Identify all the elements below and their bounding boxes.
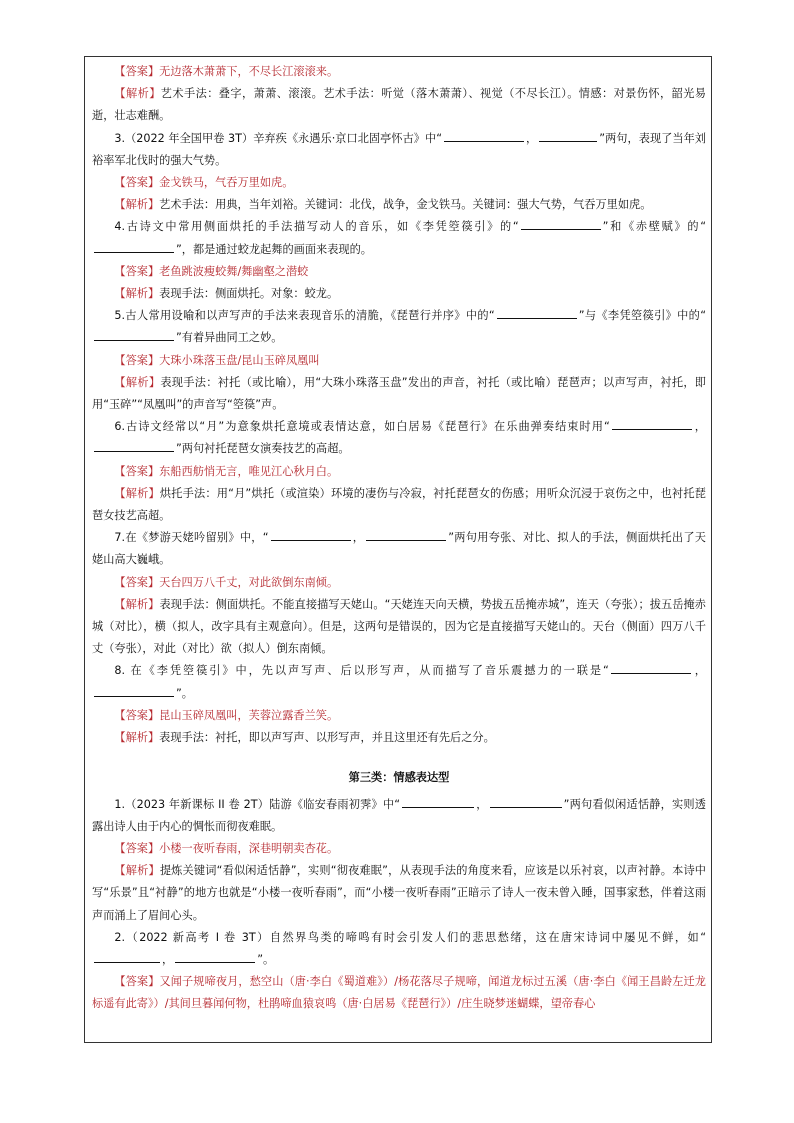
question-s3-1: 1.（2023 年新课标 II 卷 2T）陆游《临安春雨初霁》中“ ， ”两句看似闲适恬静，实则透露出诗人由于内心的惆怅而彻夜难眠。 <box>92 794 706 838</box>
analysis-3: 【解析】艺术手法：用典，当年刘裕。关键词：北伐，战争，金戈铁马。关键词：强大气势，气吞万里如虎。 <box>114 198 652 212</box>
blank[interactable] <box>612 417 692 430</box>
answer-1: 【答案】无边落木萧萧下，不尽长江滚滚来。 <box>114 65 339 78</box>
blank[interactable] <box>271 528 351 541</box>
blank[interactable] <box>497 306 577 319</box>
question-4: 4.古诗文中常用侧面烘托的手法描写动人的音乐，如《李凭箜篌引》的“ ”和《赤壁赋》的“”，都是通过蛟龙起舞的画面来表现的。 <box>92 216 706 260</box>
blank[interactable] <box>539 129 597 142</box>
blank[interactable] <box>611 661 691 674</box>
blank[interactable] <box>402 795 474 808</box>
blank[interactable] <box>444 129 524 142</box>
answer-3: 【答案】金戈铁马，气吞万里如虎。 <box>114 176 294 190</box>
blank[interactable] <box>94 950 160 963</box>
answer-8: 【答案】昆山玉碎凤凰叫，芙蓉泣露香兰笑。 <box>114 708 339 722</box>
answer-s3-2: 【答案】又闻子规啼夜月，愁空山（唐·李白《蜀道难》）/杨花落尽子规啼，闻道龙标过五溪（唐·李白《闻王昌龄左迁龙标遥有此寄》）/其间旦暮闻何物，杜鹃啼血猿哀鸣（唐·白居易《琵琶行》）/庄生晓梦迷蝴蝶，望帝春心 <box>92 975 706 1011</box>
question-5: 5.古人常用设喻和以声写声的手法来表现音乐的清脆，《琵琶行并序》中的“ ”与《李凭箜篌引》中的“”有着异曲同工之妙。 <box>92 305 706 349</box>
question-8: 8. 在《李凭箜篌引》中，先以声写声、后以形写声，从而描写了音乐震撼力的一联是“ ，”。 <box>92 660 706 704</box>
analysis-s3-1: 【解析】提炼关键词“看似闲适恬静”，实则“彻夜难眠”，从表现手法的角度来看，应该是以乐衬哀，以声衬静。本诗中写“乐景”且“衬静”的地方也就是“小楼一夜听春雨”，而“小楼一夜听春雨”正暗示了诗人一夜未曾入睡，国事家愁，伴着这雨声而涌上了眉间心头。 <box>92 864 706 922</box>
analysis-8: 【解析】表现手法：衬托，即以声写声、以形写声，并且这里还有先后之分。 <box>114 731 495 745</box>
question-s3-2: 2.（2022 新高考 I 卷 3T）自然界鸟类的啼鸣有时会引发人们的悲思愁绪，这在唐宋诗词中屡见不鲜，如“， ”。 <box>92 927 706 971</box>
blank[interactable] <box>175 950 255 963</box>
analysis-1: 【解析】艺术手法：叠字，萧萧、滚滚。艺术手法：听觉（落木萧萧）、视觉（不尽长江）。情感：对景伤怀，韶光易逝，壮志难酬。 <box>92 87 706 123</box>
blank[interactable] <box>94 684 174 697</box>
analysis-6: 【解析】烘托手法：用“月”烘托（或渲染）环境的凄伤与冷寂，衬托琵琶女的伤感；用听众沉浸于哀伤之中，也衬托琵琶女技艺高超。 <box>92 486 706 523</box>
answer-4: 【答案】老鱼跳波瘦蛟舞/舞幽壑之潜蛟 <box>114 264 309 278</box>
answer-s3-1: 【答案】小楼一夜听春雨，深巷明朝卖杏花。 <box>114 841 339 855</box>
answer-6: 【答案】东船西舫悄无言，唯见江心秋月白。 <box>114 464 339 478</box>
question-6: 6.古诗文经常以“月”为意象烘托意境或表情达意，如白居易《琵琶行》在乐曲弹奏结束时用“ ，”两句衬托琵琶女演奏技艺的高超。 <box>92 416 706 460</box>
answer-5: 【答案】大珠小珠落玉盘/昆山玉碎凤凰叫 <box>114 353 320 367</box>
analysis-7: 【解析】表现手法：侧面烘托。不能直接描写天姥山。“天姥连天向天横，势拔五岳掩赤城”，连天（夸张）；拔五岳掩赤城（对比），横（拟人，改字具有主观意向）。但是，这两句是错误的，因为它是直接描写天姥山的。天台（侧面）四万八千丈（夸张），对此（对比）欲（拟人）倒东南倾。 <box>92 597 706 656</box>
blank[interactable] <box>490 795 562 808</box>
blank[interactable] <box>94 328 174 341</box>
question-7: 7.在《梦游天姥吟留别》中，“ ， ”两句用夸张、对比、拟人的手法，侧面烘托出了天姥山高大巍峨。 <box>92 527 706 571</box>
blank[interactable] <box>94 439 174 452</box>
analysis-4: 【解析】表现手法：侧面烘托。对象：蛟龙。 <box>114 287 339 301</box>
analysis-5: 【解析】表现手法：衬托（或比喻），用“大珠小珠落玉盘”发出的声音，衬托（或比喻）琵琶声；以声写声，衬托，即用“玉碎”“凤凰叫”的声音写“箜篌”声。 <box>92 375 706 412</box>
section-heading: 第三类：情感表达型 <box>348 771 450 785</box>
blank[interactable] <box>366 528 446 541</box>
document-content <box>92 61 706 1016</box>
question-3: 3.（2022 年全国甲卷 3T）辛弃疾《永遇乐·京口北固亭怀古》中“ ， ”两句，表现了当年刘裕率军北伐时的强大气势。 <box>92 128 706 172</box>
answer-7: 【答案】天台四万八千丈，对此欲倒东南倾。 <box>114 575 339 589</box>
blank[interactable] <box>521 217 601 230</box>
blank[interactable] <box>94 240 174 253</box>
